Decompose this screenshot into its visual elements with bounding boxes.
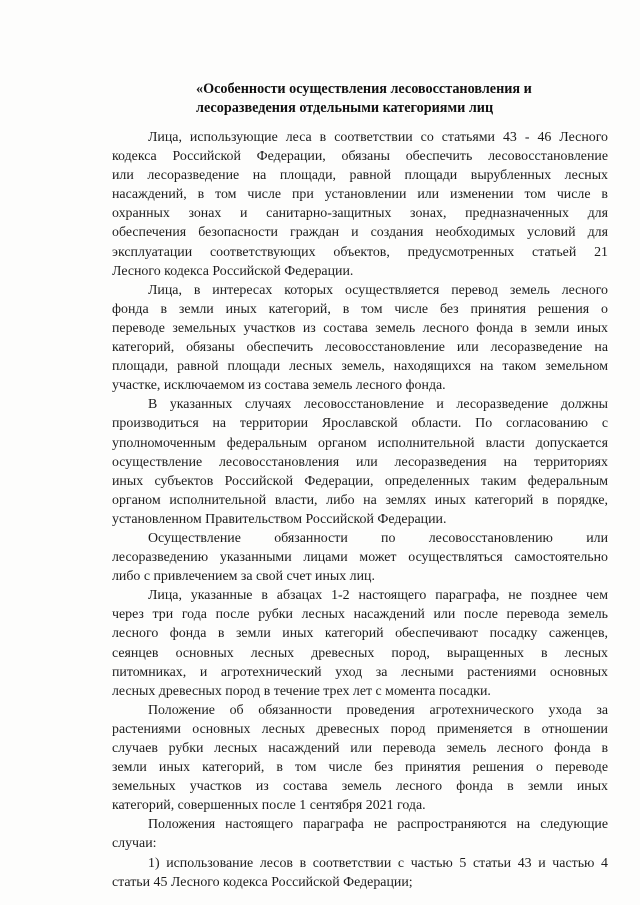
text-line: Лица, использующие леса в соответствии со статьями 43 - 46 Лесного	[148, 130, 608, 145]
text-line: Лесного кодекса Российской Федерации.	[112, 263, 354, 279]
title-line: «Особенности осуществления лесовосстановления и	[196, 81, 532, 97]
text-line: лесоразведению указанными лицами может осуществляться самостоятельно	[112, 550, 608, 566]
text-line: площади, равной площади лесных земель, находящихся на таком земельном	[112, 359, 608, 375]
text-line: иных субъектов Российской Федерации, определенных таким федеральным	[112, 473, 608, 489]
text-line: земли иных категорий, в том числе без принятия решения о переводе	[112, 760, 608, 776]
paragraph	[112, 815, 608, 853]
paragraph	[112, 701, 608, 816]
paragraph	[112, 281, 608, 396]
text-line: Осуществление обязанности по лесовосстановлению или	[148, 530, 608, 546]
text-line: питомниках, и агротехнический уход за лесными растениями основных	[112, 664, 608, 680]
title-line: лесоразведения отдельными категориями лиц	[196, 100, 494, 116]
paragraph	[112, 395, 608, 529]
text-line: Лица, в интересах которых осуществляется перевод земель лесного	[148, 282, 608, 298]
text-line: установленном Правительством Российской Федерации.	[112, 511, 447, 527]
text-line: Лица, указанные в абзацах 1-2 настоящего параграфа, не позднее чем	[148, 588, 608, 604]
text-line: сеянцев основных лесных древесных пород, выращенных в лесных	[112, 645, 608, 661]
paragraph	[112, 529, 608, 586]
text-line: кодекса Российской Федерации, обязаны обеспечить лесовосстановление	[112, 149, 608, 165]
text-line: переводе земельных участков из состава земель лесного фонда в земли иных	[112, 320, 608, 336]
text-line: эксплуатации соответствующих объектов, предусмотренных статьей 21	[112, 244, 608, 260]
document-title	[196, 80, 596, 118]
text-line: участке, исключаемом из состава земель лесного фонда.	[112, 378, 446, 394]
text-line: 1) использование лесов в соответствии с частью 5 статьи 43 и частью 4	[148, 855, 608, 871]
paragraph	[112, 128, 608, 281]
text-line: обеспечения безопасности граждан и создания необходимых условий для	[112, 225, 608, 241]
text-line: через три года после рубки лесных насаждений или после перевода земель	[112, 607, 608, 623]
text-line: случаи:	[112, 836, 157, 852]
document-body	[112, 128, 608, 892]
text-line: Положение об обязанности проведения агротехнического ухода за	[148, 702, 608, 718]
text-line: органом исполнительной власти, либо на землях иных категорий в порядке,	[112, 492, 608, 508]
text-line: статьи 45 Лесного кодекса Российской Федерации;	[112, 874, 413, 890]
text-line: либо с привлечением за свой счет иных лиц.	[112, 569, 375, 585]
text-line: категорий, обязаны обеспечить лесовосстановление или лесоразведение на	[112, 340, 608, 356]
text-line: или лесоразведение на площади, равной площади вырубленных лесных	[112, 168, 608, 184]
text-line: уполномоченным федеральным органом исполнительной власти допускается	[112, 435, 608, 451]
text-line: лесных древесных пород в течение трех лет с момента посадки.	[112, 683, 491, 699]
text-line: насаждений, в том числе при установлении или изменении том числе в	[112, 187, 608, 203]
text-line: категорий, совершенных после 1 сентября 2021 года.	[112, 798, 426, 814]
text-line: осуществление лесовосстановления или лесоразведения на территориях	[112, 454, 608, 470]
text-line: лесного фонда в земли иных категорий обеспечивают посадку саженцев,	[112, 626, 608, 642]
text-line: Положения настоящего параграфа не распространяются на следующие	[148, 817, 608, 833]
paragraph	[112, 586, 608, 701]
text-line: растениями основных лесных древесных пород применяется в отношении	[112, 721, 608, 737]
list-item	[112, 854, 608, 892]
text-line: охранных зонах и санитарно-защитных зонах, предназначенных для	[112, 206, 608, 222]
text-line: случаев рубки лесных насаждений или перевода земель лесного фонда в	[112, 741, 608, 756]
text-line: фонда в земли иных категорий, в том числе без принятия решения о	[112, 301, 608, 317]
text-line: В указанных случаях лесовосстановление и лесоразведение должны	[148, 397, 608, 413]
text-line: земельных участков из состава земель лесного фонда в земли иных	[112, 779, 608, 795]
text-line: производиться на территории Ярославской области. По согласованию с	[112, 416, 608, 432]
